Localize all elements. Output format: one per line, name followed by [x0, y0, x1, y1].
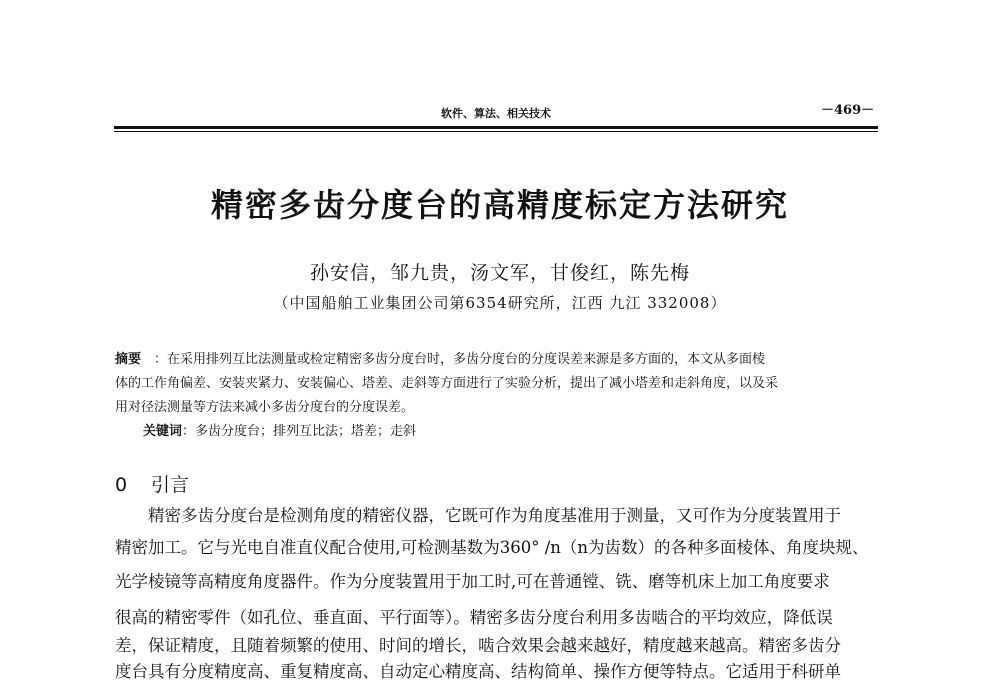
body-text-line: 精密加工。它与光电自准直仪配合使用,可检测基数为360° /n（n为齿数）的各种多面棱体、角度块规、	[115, 538, 869, 557]
author-list: 孙安信，邹九贵，汤文军，甘俊红，陈先梅	[309, 262, 690, 284]
abstract-line: 摘要 ：在采用排列互比法测量或检定精密多齿分度台时，多齿分度台的分度误差来源是多方面的，本文从多面棱	[115, 352, 766, 367]
body-text-line: 光学棱镜等高精度角度器件。作为分度装置用于加工时,可在普通镗、铣、磨等机床上加工角度要求	[115, 572, 830, 591]
keywords-line	[143, 420, 416, 439]
abstract-line: 体的工作角偏差、安装夹紧力、安装偏心、塔差、走斜等方面进行了实验分析，提出了减小塔差和走斜角度，以及采	[115, 376, 779, 391]
affiliation: （中国船舶工业集团公司第6354研究所，江西 九江 332008）	[273, 294, 727, 312]
keywords-label: 关键词	[143, 424, 183, 439]
body-text-line: 很高的精密零件（如孔位、垂直面、平行面等）。精密多齿分度台利用多齿啮合的平均效应，降低误	[115, 608, 833, 627]
body-text-line: 精密多齿分度台是检测角度的精密仪器，它既可作为角度基准用于测量，又可作为分度装置用于	[148, 506, 841, 525]
body-text-line: 差，保证精度，且随着频繁的使用、时间的增长，啮合效果会越来越好，精度越来越高。精密多齿分	[115, 636, 841, 655]
running-header-section: 软件、算法、相关技术	[441, 107, 551, 120]
paper-title: 精密多齿分度台的高精度标定方法研究	[210, 186, 789, 224]
header-rule-thick	[114, 126, 878, 129]
page-number: －469－	[821, 103, 875, 118]
abstract-line: 用对径法测量等方法来减小多齿分度台的分度误差。	[115, 400, 415, 415]
header-rule-thin	[114, 131, 878, 132]
abstract-label: 摘要	[115, 352, 142, 367]
keywords-text: ：多齿分度台；排列互比法；塔差；走斜	[182, 424, 417, 439]
section-number: 0	[115, 474, 128, 496]
section-heading	[115, 470, 189, 497]
body-text-line: 度台具有分度精度高、重复精度高、自动定心精度高、结构简单、操作方便等特点。它适用于科研单	[115, 662, 841, 681]
section-title: 引言	[151, 474, 190, 496]
